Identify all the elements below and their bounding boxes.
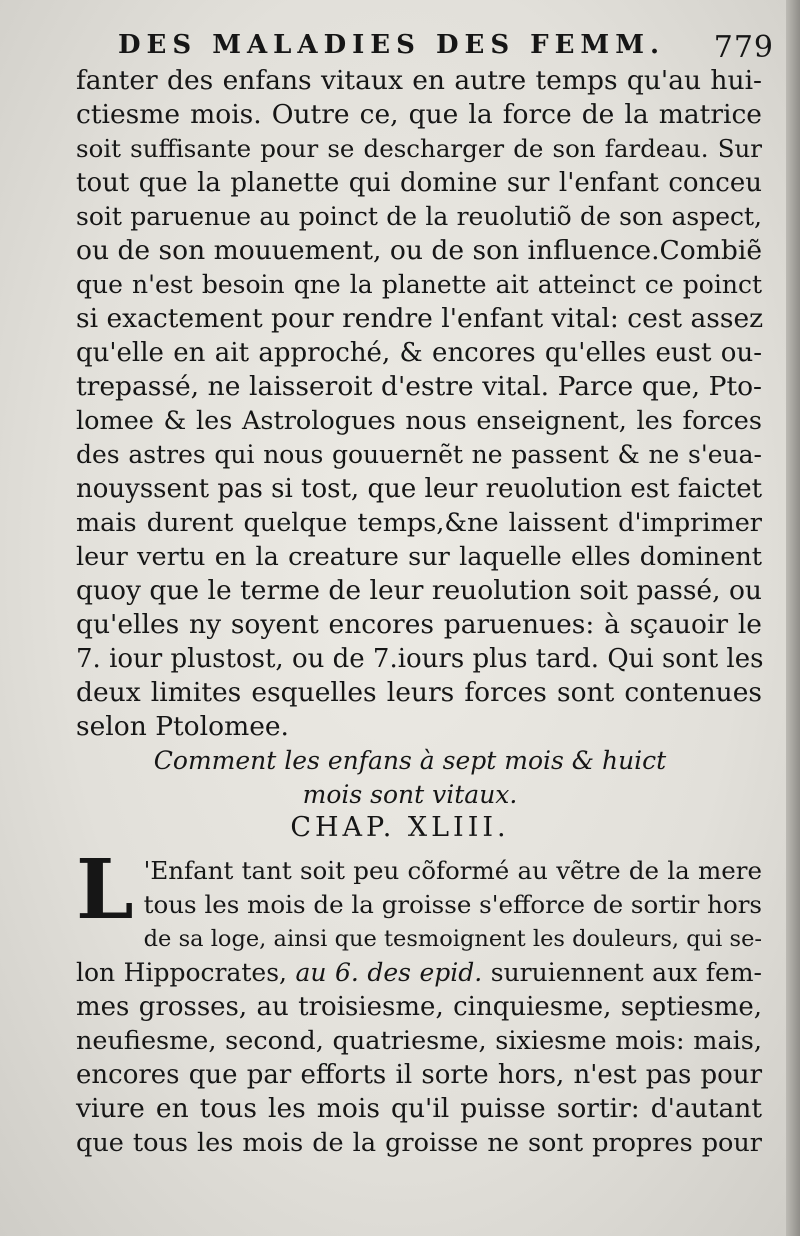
page-number: 779 — [713, 30, 774, 65]
text-line: 7. iour plustost, ou de 7.iours plus tard. Qui sont les — [76, 644, 764, 674]
text-line: trepassé, ne laisseroit d'estre vital. Parce que, Pto- — [76, 371, 762, 402]
text-line: neufiesme, second, quatriesme, sixiesme mois: mais, — [76, 1026, 762, 1056]
text-line: que n'est besoin qne la planette ait atteinct ce poinct — [76, 270, 762, 299]
text-fragment: suruiennent aux fem- — [482, 958, 762, 987]
text-line: que tous les mois de la groisse ne sont propres pour — [76, 1128, 762, 1158]
text-line: tous les mois de la groisse s'efforce de sortir hors — [143, 890, 762, 919]
body-paragraph — [76, 64, 762, 744]
chapter-heading: CHAP. XLIII. — [290, 812, 510, 843]
marginal-reference: au 6. des epid. — [295, 958, 483, 987]
rubric-line: mois sont vitaux. — [302, 780, 518, 809]
text-line: soit paruenue au poinct de la reuolutiõ de son aspect, — [76, 202, 762, 231]
text-line: selon Ptolomee. — [76, 711, 289, 742]
text-line: qu'elles ny soyent encores paruenues: à sçauoir le — [76, 609, 762, 640]
text-line — [76, 956, 762, 990]
text-line: de sa loge, ainsi que tesmoignent les douleurs, qui se- — [143, 926, 762, 952]
text-line: soit suffisante pour se descharger de son fardeau. Sur — [76, 134, 762, 163]
text-line: ctiesme mois. Outre ce, que la force de la matrice — [76, 99, 762, 130]
text-line: ou de son mouuement, ou de son influence.Combiẽ — [76, 235, 762, 266]
text-line: qu'elle en ait approché, & encores qu'elles eust ou- — [76, 338, 762, 368]
text-line: tout que la planette qui domine sur l'enfant conceu — [76, 168, 762, 198]
text-line: des astres qui nous gouuernẽt ne passent & ne s'eua- — [76, 440, 762, 469]
text-line: nouyssent pas si tost, que leur reuolution est faictet — [76, 474, 763, 504]
drop-cap: L — [76, 842, 134, 938]
text-line: leur vertu en la creature sur laquelle elles dominent — [76, 542, 762, 572]
text-line: si exactement pour rendre l'enfant vital: cest assez — [76, 303, 764, 334]
text-line: encores que par efforts il sorte hors, n'est pas pour — [76, 1060, 762, 1090]
text-line: quoy que le terme de leur reuolution soit passé, ou — [76, 575, 762, 606]
text-line: lomee & les Astrologues nous enseignent, les forces — [76, 406, 762, 436]
page-gutter-shadow — [786, 0, 800, 1236]
text-line: mes grosses, au troisiesme, cinquiesme, septiesme, — [76, 992, 762, 1022]
rubric-line: Comment les enfans à sept mois & huict — [153, 746, 667, 775]
text-line: mais durent quelque temps,&ne laissent d'imprimer — [76, 508, 762, 538]
text-line: deux limites esquelles leurs forces sont contenues — [76, 677, 762, 708]
text-line: 'Enfant tant soit peu cõformé au vẽtre de la mere — [143, 856, 762, 885]
running-head: DES MALADIES DES FEMM. — [118, 30, 666, 60]
text-line: fanter des enfans vitaux en autre temps qu'au hui- — [76, 65, 762, 96]
text-line: viure en tous les mois qu'il puisse sortir: d'autant — [76, 1093, 762, 1124]
chapter-paragraph — [76, 842, 762, 1160]
text-fragment: lon Hippocrates, — [76, 958, 296, 987]
chapter-rubric — [150, 744, 670, 812]
